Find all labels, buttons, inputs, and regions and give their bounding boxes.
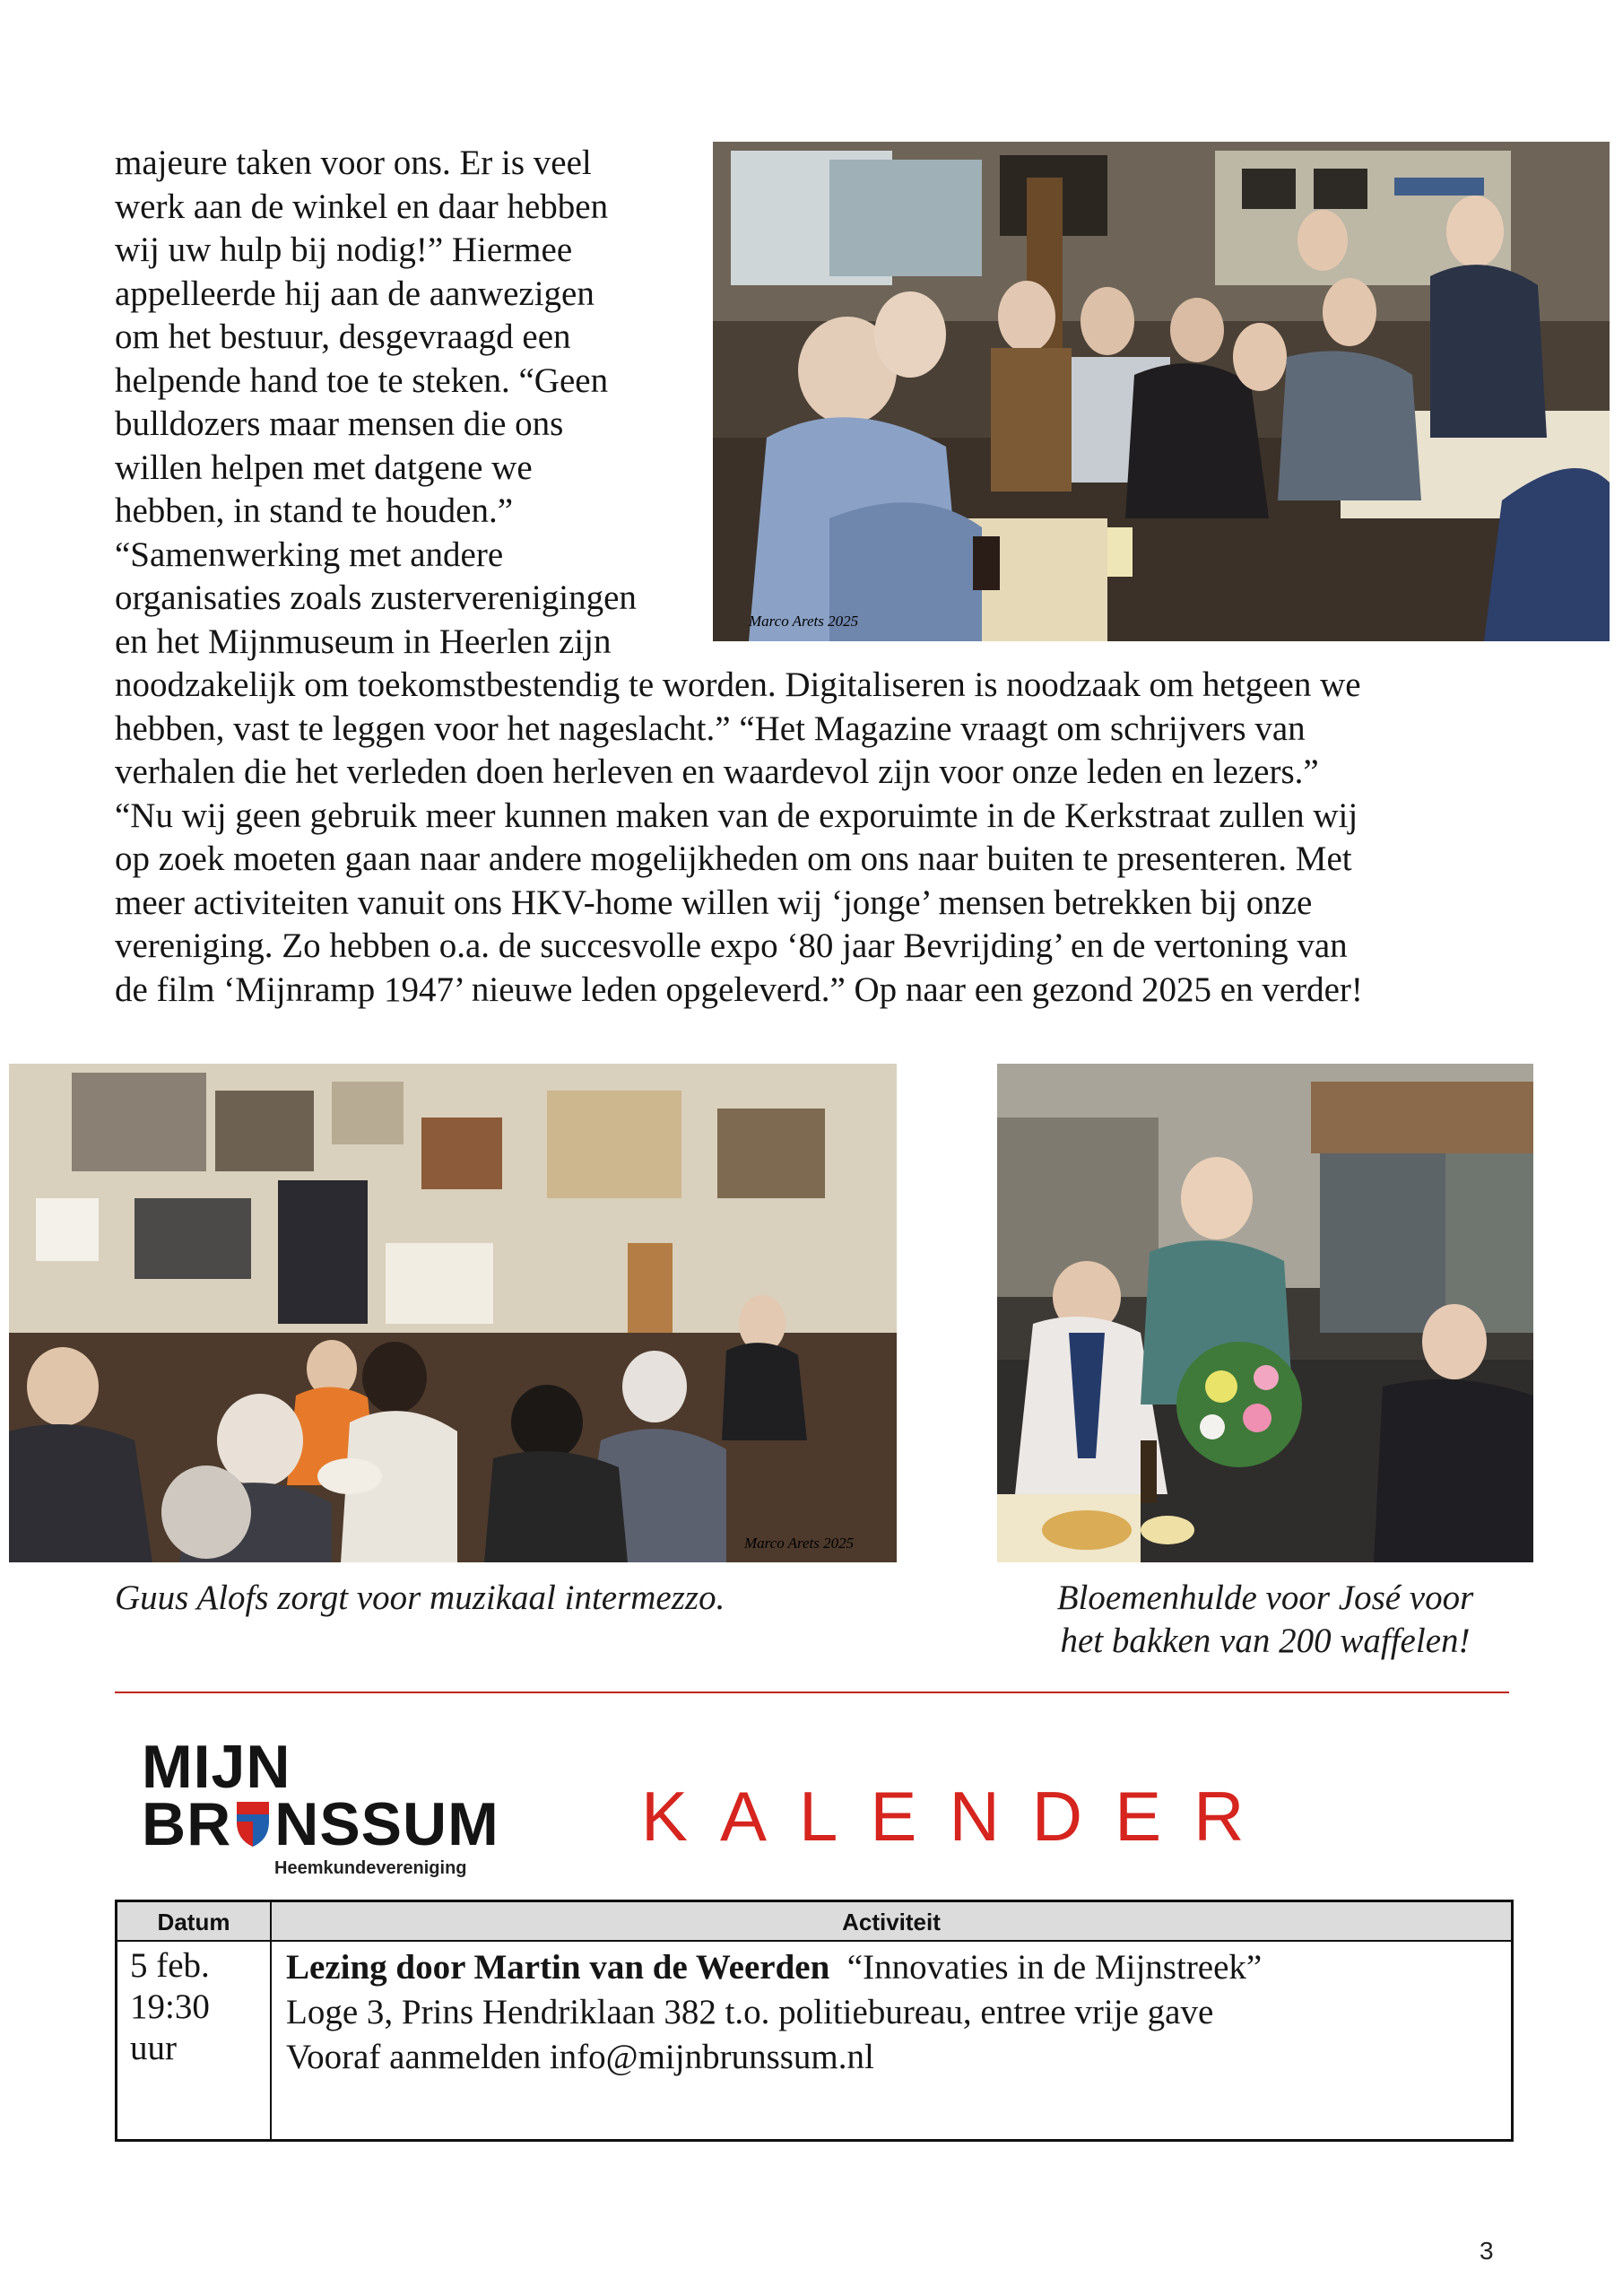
logo-line-2-end: NSSUM (274, 1790, 499, 1858)
photo-meeting-room-illustration (713, 142, 1610, 641)
photo-musical-intermezzo (9, 1064, 897, 1562)
caption-line: Bloemenhulde voor José voor (1056, 1578, 1474, 1617)
shield-icon (233, 1798, 273, 1848)
article-text-wrapped (115, 142, 699, 664)
logo-subtitle: Heemkundevereniging (274, 1858, 467, 1878)
article-line: meer activiteiten vanuit ons HKV-home willen wij ‘jonge’ mensen betrekken bij onze (115, 883, 1313, 922)
article-line: de film ‘Mijnramp 1947’ nieuwe leden opgeleverd.” Op naar een gezond 2025 en verder! (115, 970, 1363, 1009)
caption-line: het bakken van 200 waffelen! (1060, 1622, 1471, 1660)
article-line: vereniging. Zo hebben o.a. de succesvolle expo ‘80 jaar Bevrijding’ en de vertoning van (115, 926, 1348, 965)
event-heading (286, 1945, 1493, 1990)
article-line: hebben, vast te leggen voor het nageslacht.” “Het Magazine vraagt om schrijvers van (115, 709, 1306, 748)
article-line: willen helpen met datgene we (115, 448, 533, 487)
article-line: werk aan de winkel en daar hebben (115, 187, 609, 226)
article-line: wij uw hulp bij nodig!” Hiermee (115, 230, 573, 269)
photo-credit: Marco Arets 2025 (749, 613, 859, 630)
event-location: Loge 3, Prins Hendriklaan 382 t.o. politiebureau, entree vrije gave (286, 1993, 1214, 2031)
table-header-date: Datum (117, 1902, 272, 1942)
page-number: 3 (1480, 2237, 1494, 2265)
date-line: 5 feb. (130, 1946, 210, 1985)
article-line: bulldozers maar mensen die ons (115, 404, 564, 443)
logo-line-2-start: BR (142, 1790, 232, 1858)
article-line: organisaties zoals zusterverenigingen (115, 578, 637, 617)
mijn-brunssum-logo (142, 1733, 499, 1882)
table-header-activity: Activiteit (272, 1902, 1511, 1942)
calendar-table (115, 1900, 1514, 2142)
article-line: “Samenwerking met andere (115, 535, 504, 574)
column-divider (270, 1942, 272, 2139)
kalender-title: KALENDER (641, 1777, 1277, 1856)
photo-musical-intermezzo-illustration (9, 1064, 897, 1562)
event-subtitle: “Innovaties in de Mijnstreek” (846, 1948, 1263, 1987)
article-line: “Nu wij geen gebruik meer kunnen maken van de exporuimte in de Kerkstraat zullen wij (115, 796, 1358, 835)
article-line: appelleerde hij aan de aanwezigen (115, 274, 595, 313)
event-title: Lezing door Martin van de Weerden (286, 1948, 830, 1987)
photo-caption-right (997, 1577, 1533, 1663)
photo-flower-tribute (997, 1064, 1533, 1562)
article-line: en het Mijnmuseum in Heerlen zijn (115, 622, 612, 661)
photo-flower-tribute-illustration (997, 1064, 1533, 1562)
logo-line-1: MIJN (142, 1733, 291, 1801)
event-signup: Vooraf aanmelden info@mijnbrunssum.nl (286, 2038, 874, 2076)
article-line: verhalen die het verleden doen herleven en waardevol zijn voor onze leden en lezers.” (115, 752, 1319, 791)
logo-line-2 (142, 1790, 499, 1858)
article-line: noodzakelijk om toekomstbestendig te worden. Digitaliseren is noodzaak om hetgeen we (115, 665, 1361, 704)
article-text-full (115, 664, 1514, 1012)
photo-credit: Marco Arets 2025 (744, 1535, 855, 1552)
section-divider (115, 1692, 1509, 1693)
date-line: uur (130, 2029, 177, 2067)
photo-caption-left: Guus Alofs zorgt voor muzikaal intermezzo. (115, 1578, 725, 1617)
table-cell-activity (286, 1945, 1493, 2080)
date-line: 19:30 (130, 1987, 210, 2026)
table-cell-date (130, 1945, 265, 2069)
article-line: om het bestuur, desgevraagd een (115, 317, 571, 356)
article-line: helpende hand toe te steken. “Geen (115, 361, 609, 400)
article-line: op zoek moeten gaan naar andere mogelijkheden om ons naar buiten te presenteren. Met (115, 839, 1352, 878)
photo-meeting-room (713, 142, 1610, 641)
article-line: majeure taken voor ons. Er is veel (115, 144, 592, 182)
article-line: hebben, in stand te houden.” (115, 491, 514, 530)
